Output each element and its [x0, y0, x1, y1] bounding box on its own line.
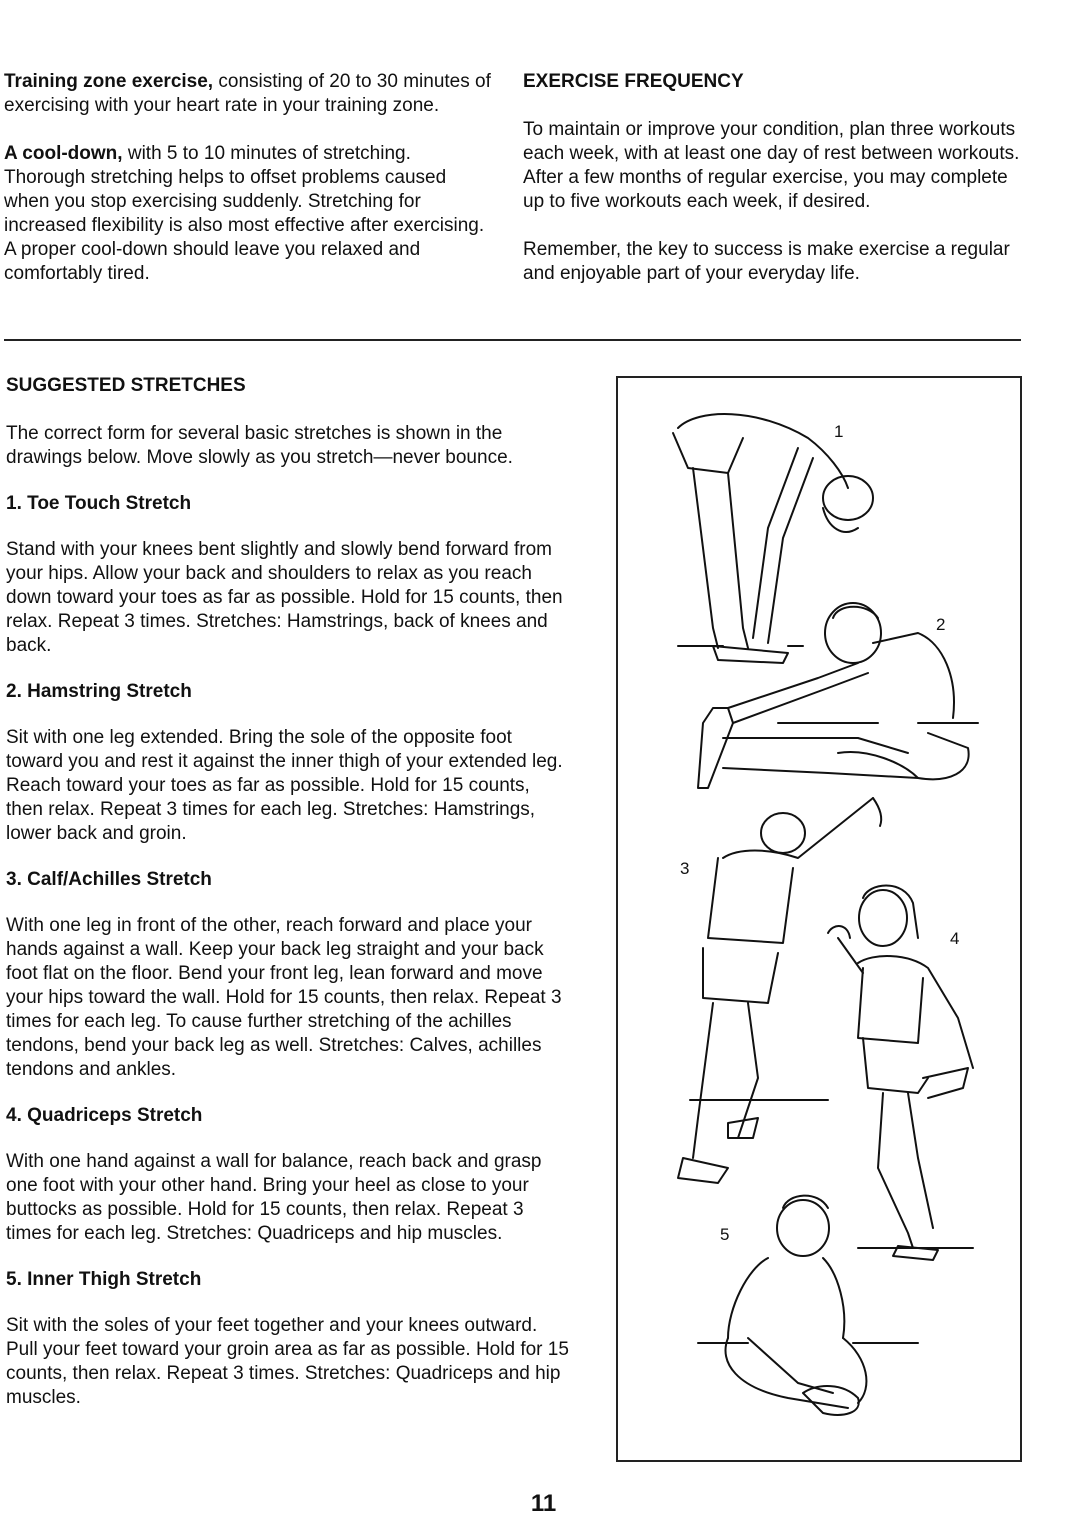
intro-left-column	[4, 70, 492, 286]
figure-label-4: 4	[950, 929, 960, 948]
figure-inner-thigh-stretch	[698, 1196, 918, 1415]
section-divider	[4, 339, 1021, 341]
hamstring-title: 2. Hamstring Stretch	[6, 681, 192, 702]
inner-thigh-title: 5. Inner Thigh Stretch	[6, 1269, 202, 1290]
training-zone-term: Training zone exercise,	[4, 71, 214, 92]
cool-down-paragraph	[4, 142, 492, 286]
figure-label-1: 1	[834, 422, 844, 441]
figure-label-5: 5	[720, 1225, 730, 1244]
inner-thigh-text: Sit with the soles of your feet together and your knees outward. Pull your feet toward your groin area as far as possible. Hold for 15 counts, then relax. Repeat 3 times. Stretches: Quadriceps and hip muscles.	[6, 1315, 569, 1408]
calf-achilles-title: 3. Calf/Achilles Stretch	[6, 869, 212, 890]
exercise-frequency-heading: EXERCISE FREQUENCY	[523, 71, 744, 92]
figure-label-2: 2	[936, 615, 946, 634]
hamstring-text: Sit with one leg extended. Bring the sole of the opposite foot toward you and rest it against the inner thigh of your extended leg. Reach toward your toes as far as possible. Hold for 15 counts, then relax. Repeat 3 times for each leg. Stretches: Hamstrings, lower back and groin.	[6, 727, 563, 844]
stretch-figures-drawing	[618, 378, 1020, 1460]
figure-calf-achilles-stretch	[678, 798, 881, 1183]
toe-touch-text: Stand with your knees bent slightly and slowly bend forward from your hips. Allow your back and shoulders to relax as you reach down toward your toes as far as possible. Hold for 15 counts, then relax. Repeat 3 times. Stretches: Hamstrings, back of knees and back.	[6, 539, 563, 656]
cool-down-term: A cool-down,	[4, 143, 123, 164]
exercise-frequency-paragraph: To maintain or improve your condition, plan three workouts each week, with at least one day of rest between workouts. After a few months of regular exercise, you may complete up to five workouts each week, if desired.	[523, 119, 1020, 212]
figure-toe-touch	[673, 414, 873, 663]
calf-achilles-text: With one leg in front of the other, reach forward and place your hands against a wall. Keep your back leg straight and your back foot flat on the floor. Bend your front leg, lean forward and move your hips toward the wall. Hold for 15 counts, then relax. Repeat 3 times for each leg. To cause further stretching of the achilles tendons, bend your back leg as well. Stretches: Calves, achilles tendons and ankles.	[6, 915, 562, 1080]
exercise-frequency-column	[523, 70, 1021, 286]
page-number: 11	[530, 1490, 557, 1517]
stretch-illustrations	[616, 376, 1022, 1462]
suggested-stretches-column	[6, 374, 572, 1410]
suggested-stretches-heading: SUGGESTED STRETCHES	[6, 375, 246, 396]
quadriceps-text: With one hand against a wall for balance, reach back and grasp one foot with your other hand. Bring your heel as close to your buttocks as possible. Hold for 15 counts, then relax. Repeat 3 times for each leg. Stretches: Quadriceps and hip muscles.	[6, 1151, 542, 1244]
success-paragraph: Remember, the key to success is make exercise a regular and enjoyable part of your everyday life.	[523, 239, 1010, 284]
cool-down-text: with 5 to 10 minutes of stretching. Thorough stretching helps to offset problems caused when you stop exercising suddenly. Stretching for increased flexibility is also most effective after exercising. A proper cool-down should leave you relaxed and comfortably tired.	[4, 143, 485, 284]
training-zone-paragraph	[4, 70, 492, 118]
training-zone-text: consisting of 20 to 30 minutes of exercising with your heart rate in your training zone.	[4, 71, 491, 116]
figure-label-3: 3	[680, 859, 690, 878]
quadriceps-title: 4. Quadriceps Stretch	[6, 1105, 203, 1126]
toe-touch-title: 1. Toe Touch Stretch	[6, 493, 192, 514]
stretches-intro: The correct form for several basic stretches is shown in the drawings below. Move slowly as you stretch—never bounce.	[6, 423, 513, 468]
